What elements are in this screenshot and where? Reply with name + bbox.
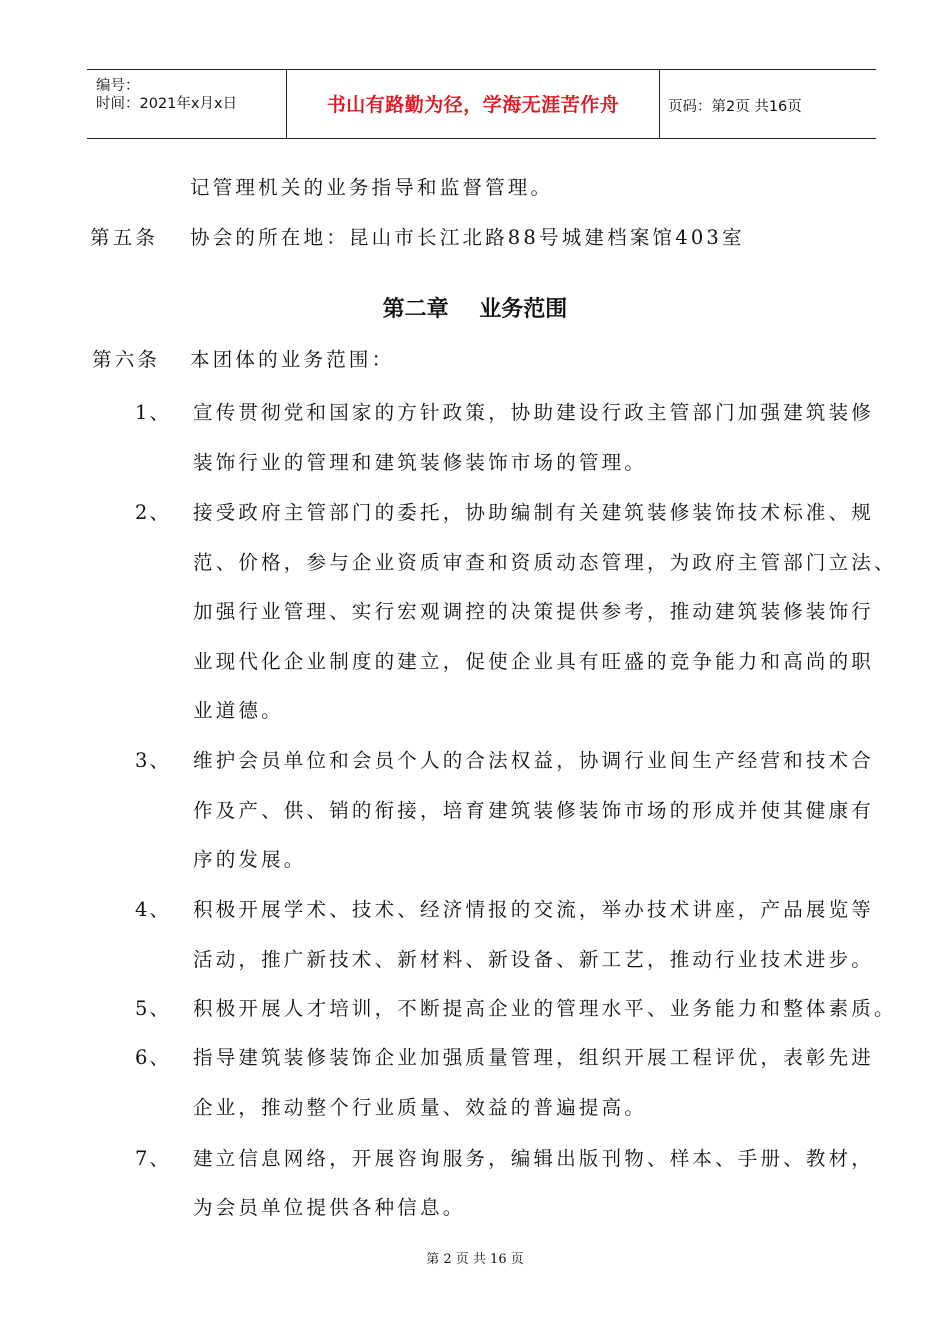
item-line: 积极开展人才培训，不断提高企业的管理水平、业务能力和整体素质。 <box>193 997 897 1020</box>
article6-label: 第六条 <box>92 348 161 371</box>
header-page-cell <box>660 70 876 138</box>
item-line: 指导建筑装修装饰企业加强质量管理，组织开展工程评优，表彰先进 <box>193 1046 875 1069</box>
item-line: 业道德。 <box>193 699 284 722</box>
document-header <box>87 69 876 139</box>
item-line: 接受政府主管部门的委托，协助编制有关建筑装修装饰技术标准、规 <box>193 501 875 524</box>
motto-text: 书山有路勤为径，学海无涯苦作舟 <box>326 94 620 116</box>
header-meta-cell <box>87 70 287 138</box>
item-line: 宣传贯彻党和国家的方针政策，协助建设行政主管部门加强建筑装修 <box>193 401 875 424</box>
item-number: 4、 <box>135 898 171 921</box>
item-number: 6、 <box>135 1046 171 1069</box>
item-line: 建立信息网络，开展咨询服务，编辑出版刊物、样本、手册、教材， <box>193 1147 875 1170</box>
chapter-title: 第二章 业务范围 <box>382 297 568 322</box>
page-info: 页码：第2页 共16页 <box>668 99 802 115</box>
item-line: 序的发展。 <box>193 848 307 871</box>
code-label: 编号： <box>96 78 140 94</box>
item-line: 装饰行业的管理和建筑装修装饰市场的管理。 <box>193 451 648 474</box>
time-label: 时间：2021年x月x日 <box>96 96 238 112</box>
item-line: 企业，推动整个行业质量、效益的普遍提高。 <box>193 1096 648 1119</box>
header-motto-cell <box>287 70 660 138</box>
article6-text: 本团体的业务范围： <box>190 348 395 371</box>
page-footer: 第 2 页 共 16 页 <box>426 1252 524 1267</box>
item-line: 活动，推广新技术、新材料、新设备、新工艺，推动行业技术进步。 <box>193 948 875 971</box>
continuation-line: 记管理机关的业务指导和监督管理。 <box>190 176 554 199</box>
item-line: 积极开展学术、技术、经济情报的交流，举办技术讲座，产品展览等 <box>193 898 875 921</box>
item-line: 加强行业管理、实行宏观调控的决策提供参考，推动建筑装修装饰行 <box>193 600 875 623</box>
article5-text: 协会的所在地：昆山市长江北路88号城建档案馆403室 <box>190 226 745 249</box>
item-number: 3、 <box>135 749 171 772</box>
item-line: 为会员单位提供各种信息。 <box>193 1196 466 1219</box>
item-line: 业现代化企业制度的建立，促使企业具有旺盛的竞争能力和高尚的职 <box>193 650 875 673</box>
item-line: 作及产、供、销的衔接，培育建筑装修装饰市场的形成并使其健康有 <box>193 799 875 822</box>
item-number: 2、 <box>135 501 171 524</box>
item-number: 5、 <box>135 997 171 1020</box>
item-line: 范、价格，参与企业资质审查和资质动态管理，为政府主管部门立法、 <box>193 551 897 574</box>
article5-label: 第五条 <box>90 226 159 249</box>
item-number: 1、 <box>135 401 171 424</box>
item-line: 维护会员单位和会员个人的合法权益，协调行业间生产经营和技术合 <box>193 749 875 772</box>
item-number: 7、 <box>135 1147 171 1170</box>
